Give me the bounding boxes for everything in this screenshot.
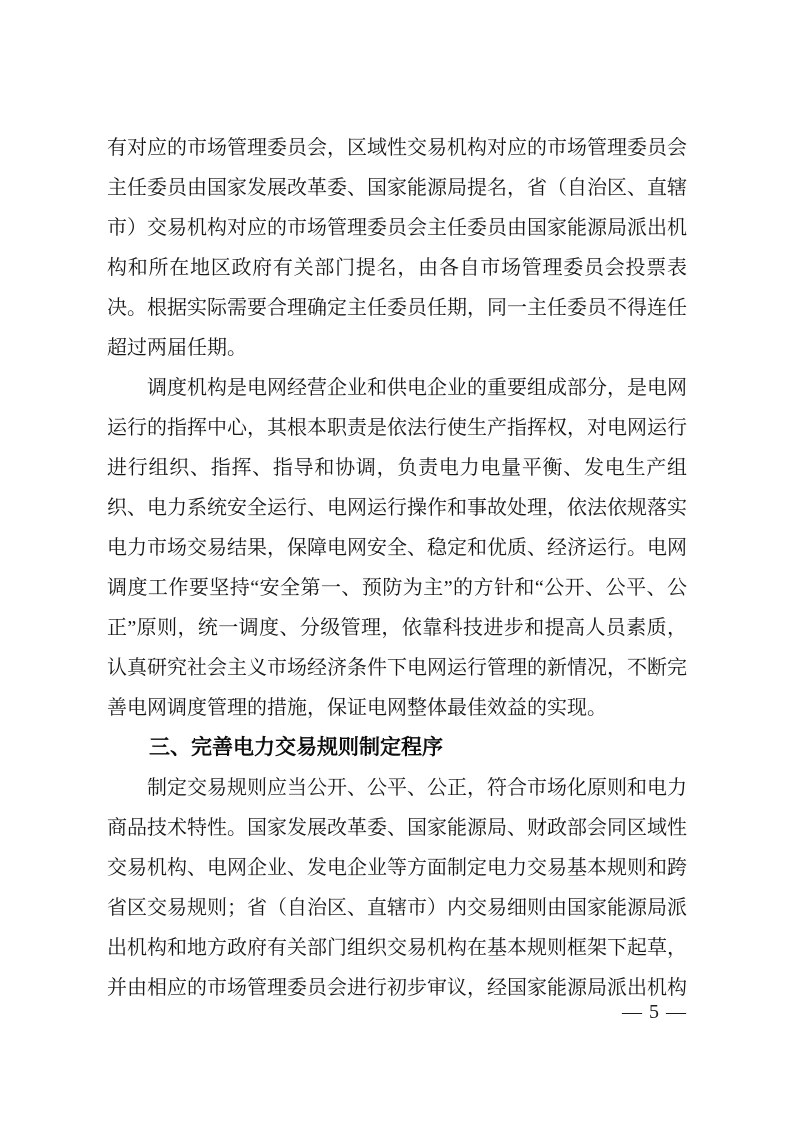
paragraph-rule-making: 制定交易规则应当公开、公平、公正，符合市场化原则和电力商品技术特性。国家发展改革委、国家能源局、财政部会同区域性交易机构、电网企业、发电企业等方面制定电力交易基本规则和跨省区交易规则；省（自治区、直辖市）内交易细则由国家能源局派出机构和地方政府有关部门组织交易机构在基本规则框架下起草，并由相应的市场管理委员会进行初步审议，经国家能源局派出机构 [107, 777, 687, 999]
paragraph-dispatch-agency: 调度机构是电网经营企业和供电企业的重要组成部分，是电网运行的指挥中心，其根本职责是依法行使生产指挥权，对电网运行进行组织、指挥、指导和协调，负责电力电量平衡、发电生产组织、电力系统安全运行、电网运行操作和事故处理，依法依规落实电力市场交易结果，保障电网安全、稳定和优质、经济运行。电网调度工作要坚持“安全第一、预防为主”的方针和“公开、公平、公正”原则，统一调度、分级管理，依靠科技进步和提高人员素质，认真研究社会主义市场经济条件下电网运行管理的新情况，不断完善电网调度管理的措施，保证电网整体最佳效益的实现。 [107, 377, 687, 719]
page-content [107, 128, 687, 1008]
paragraph-committee-nomination: 有对应的市场管理委员会，区域性交易机构对应的市场管理委员会主任委员由国家发展改革委、国家能源局提名，省（自治区、直辖市）交易机构对应的市场管理委员会主任委员由国家能源局派出机构和所在地区政府有关部门提名，由各自市场管理委员会投票表决。根据实际需要合理确定主任委员任期，同一主任委员不得连任超过两届任期。 [107, 137, 687, 359]
page-number: — 5 — [622, 1001, 687, 1023]
section-heading-trading-rules: 三、完善电力交易规则制定程序 [149, 736, 443, 759]
